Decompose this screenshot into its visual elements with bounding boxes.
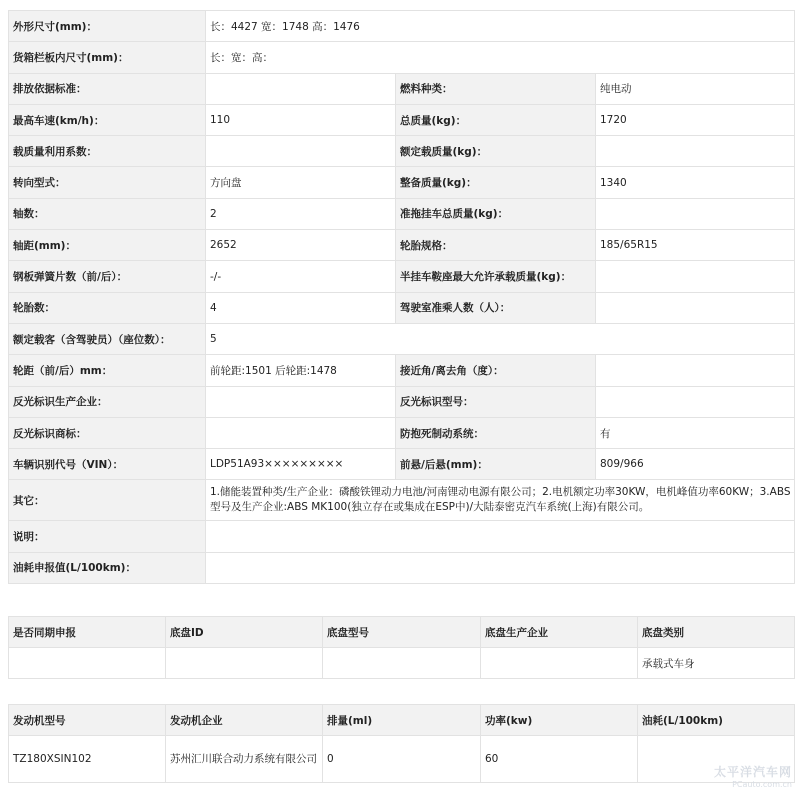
curb-mass-value: 1340 bbox=[596, 167, 795, 198]
reflect-model-value bbox=[596, 386, 795, 417]
spec-row bbox=[9, 167, 795, 198]
max-speed-value: 110 bbox=[206, 104, 396, 135]
wheelbase-value: 2652 bbox=[206, 230, 396, 261]
track-label: 轮距（前/后）mm： bbox=[9, 355, 206, 386]
watermark-logo bbox=[714, 763, 792, 789]
vin-label: 车辆识别代号（VIN）： bbox=[9, 449, 206, 480]
engine-table bbox=[8, 704, 795, 783]
vin-value: LDP51A93××××××××× bbox=[206, 449, 396, 480]
steering-label: 转向型式： bbox=[9, 167, 206, 198]
engine-header-displacement: 排量(ml) bbox=[323, 705, 481, 736]
saddle-load-label: 半挂车鞍座最大允许承载质量(kg)： bbox=[396, 261, 596, 292]
fuel-report-label: 油耗申报值(L/100km)： bbox=[9, 552, 206, 583]
chassis-data-row bbox=[9, 648, 795, 679]
tires-count-label: 轮胎数： bbox=[9, 292, 206, 323]
spec-row bbox=[9, 104, 795, 135]
spec-row bbox=[9, 198, 795, 229]
spec-row bbox=[9, 73, 795, 104]
overhang-label: 前悬/后悬(mm)： bbox=[396, 449, 596, 480]
saddle-load-value bbox=[596, 261, 795, 292]
axles-value: 2 bbox=[206, 198, 396, 229]
vehicle-spec-table bbox=[8, 10, 795, 584]
engine-model-value: TZ180XSIN102 bbox=[9, 736, 166, 783]
reflect-maker-value bbox=[206, 386, 396, 417]
trailer-mass-label: 准拖挂车总质量(kg)： bbox=[396, 198, 596, 229]
chassis-header-model: 底盘型号 bbox=[323, 617, 481, 648]
reflect-model-label: 反光标识型号： bbox=[396, 386, 596, 417]
note-label: 说明： bbox=[9, 521, 206, 552]
rated-load-value bbox=[596, 136, 795, 167]
angle-value bbox=[596, 355, 795, 386]
emission-std-label: 排放依据标准： bbox=[9, 73, 206, 104]
chassis-model-value bbox=[323, 648, 481, 679]
track-value: 前轮距:1501 后轮距:1478 bbox=[206, 355, 396, 386]
other-value: 1.储能装置种类/生产企业：磷酸铁锂动力电池/河南锂动电源有限公司；2.电机额定功率30KW，电机峰值功率60KW；3.ABS型号及生产企业:ABS MK100(独立存在或集成在ESP中)/大陆泰密克汽车系统(上海)有限公司。 bbox=[206, 480, 795, 521]
chassis-category-value: 承载式车身 bbox=[638, 648, 795, 679]
chassis-header-row bbox=[9, 617, 795, 648]
watermark-line1: 太平洋汽车网 bbox=[713, 765, 792, 779]
reflect-brand-label: 反光标识商标： bbox=[9, 417, 206, 448]
cab-passengers-label: 驾驶室准乘人数（人）： bbox=[396, 292, 596, 323]
chassis-id-value bbox=[166, 648, 323, 679]
engine-power-value: 60 bbox=[481, 736, 638, 783]
rated-passengers-label: 额定载客（含驾驶员）（座位数）： bbox=[9, 323, 206, 354]
cargo-box-value: 长：宽：高： bbox=[206, 42, 795, 73]
engine-displacement-value: 0 bbox=[323, 736, 481, 783]
total-mass-value: 1720 bbox=[596, 104, 795, 135]
spec-row bbox=[9, 261, 795, 292]
engine-data-row bbox=[9, 736, 795, 783]
cab-passengers-value bbox=[596, 292, 795, 323]
tire-spec-value: 185/65R15 bbox=[596, 230, 795, 261]
note-value bbox=[206, 521, 795, 552]
engine-header-row bbox=[9, 705, 795, 736]
angle-label: 接近角/离去角（度）： bbox=[396, 355, 596, 386]
load-util-value bbox=[206, 136, 396, 167]
spec-row bbox=[9, 292, 795, 323]
engine-header-maker: 发动机企业 bbox=[166, 705, 323, 736]
tire-spec-label: 轮胎规格： bbox=[396, 230, 596, 261]
engine-maker-value: 苏州汇川联合动力系统有限公司 bbox=[166, 736, 323, 783]
rated-load-label: 额定载质量(kg)： bbox=[396, 136, 596, 167]
spec-row bbox=[9, 42, 795, 73]
abs-value: 有 bbox=[596, 417, 795, 448]
abs-label: 防抱死制动系统： bbox=[396, 417, 596, 448]
curb-mass-label: 整备质量(kg)： bbox=[396, 167, 596, 198]
chassis-maker-value bbox=[481, 648, 638, 679]
spec-row bbox=[9, 11, 795, 42]
spec-row bbox=[9, 230, 795, 261]
leaf-spring-label: 钢板弹簧片数（前/后）： bbox=[9, 261, 206, 292]
spec-row bbox=[9, 355, 795, 386]
rated-passengers-value: 5 bbox=[206, 323, 795, 354]
wheelbase-label: 轴距(mm)： bbox=[9, 230, 206, 261]
overhang-value: 809/966 bbox=[596, 449, 795, 480]
chassis-header-sync: 是否同期申报 bbox=[9, 617, 166, 648]
spec-row bbox=[9, 386, 795, 417]
chassis-table bbox=[8, 616, 795, 679]
fuel-report-value bbox=[206, 552, 795, 583]
spec-row bbox=[9, 323, 795, 354]
spec-row bbox=[9, 552, 795, 583]
cargo-box-label: 货箱栏板内尺寸(mm)： bbox=[9, 42, 206, 73]
steering-value: 方向盘 bbox=[206, 167, 396, 198]
spec-row bbox=[9, 136, 795, 167]
engine-header-fuel: 油耗(L/100km) bbox=[638, 705, 795, 736]
dimensions-label: 外形尺寸(mm)： bbox=[9, 11, 206, 42]
fuel-type-value: 纯电动 bbox=[596, 73, 795, 104]
spec-row bbox=[9, 521, 795, 552]
watermark-line2: PCauto.com.cn bbox=[732, 780, 792, 789]
spec-row bbox=[9, 417, 795, 448]
chassis-header-category: 底盘类别 bbox=[638, 617, 795, 648]
dimensions-value: 长：4427 宽：1748 高：1476 bbox=[206, 11, 795, 42]
spec-row bbox=[9, 449, 795, 480]
tires-count-value: 4 bbox=[206, 292, 396, 323]
total-mass-label: 总质量(kg)： bbox=[396, 104, 596, 135]
emission-std-value bbox=[206, 73, 396, 104]
max-speed-label: 最高车速(km/h)： bbox=[9, 104, 206, 135]
leaf-spring-value: -/- bbox=[206, 261, 396, 292]
fuel-type-label: 燃料种类： bbox=[396, 73, 596, 104]
chassis-header-id: 底盘ID bbox=[166, 617, 323, 648]
load-util-label: 载质量利用系数： bbox=[9, 136, 206, 167]
spec-row bbox=[9, 480, 795, 521]
chassis-sync-value bbox=[9, 648, 166, 679]
engine-header-power: 功率(kw) bbox=[481, 705, 638, 736]
chassis-header-maker: 底盘生产企业 bbox=[481, 617, 638, 648]
engine-header-model: 发动机型号 bbox=[9, 705, 166, 736]
reflect-maker-label: 反光标识生产企业： bbox=[9, 386, 206, 417]
other-label: 其它： bbox=[9, 480, 206, 521]
trailer-mass-value bbox=[596, 198, 795, 229]
reflect-brand-value bbox=[206, 417, 396, 448]
axles-label: 轴数： bbox=[9, 198, 206, 229]
